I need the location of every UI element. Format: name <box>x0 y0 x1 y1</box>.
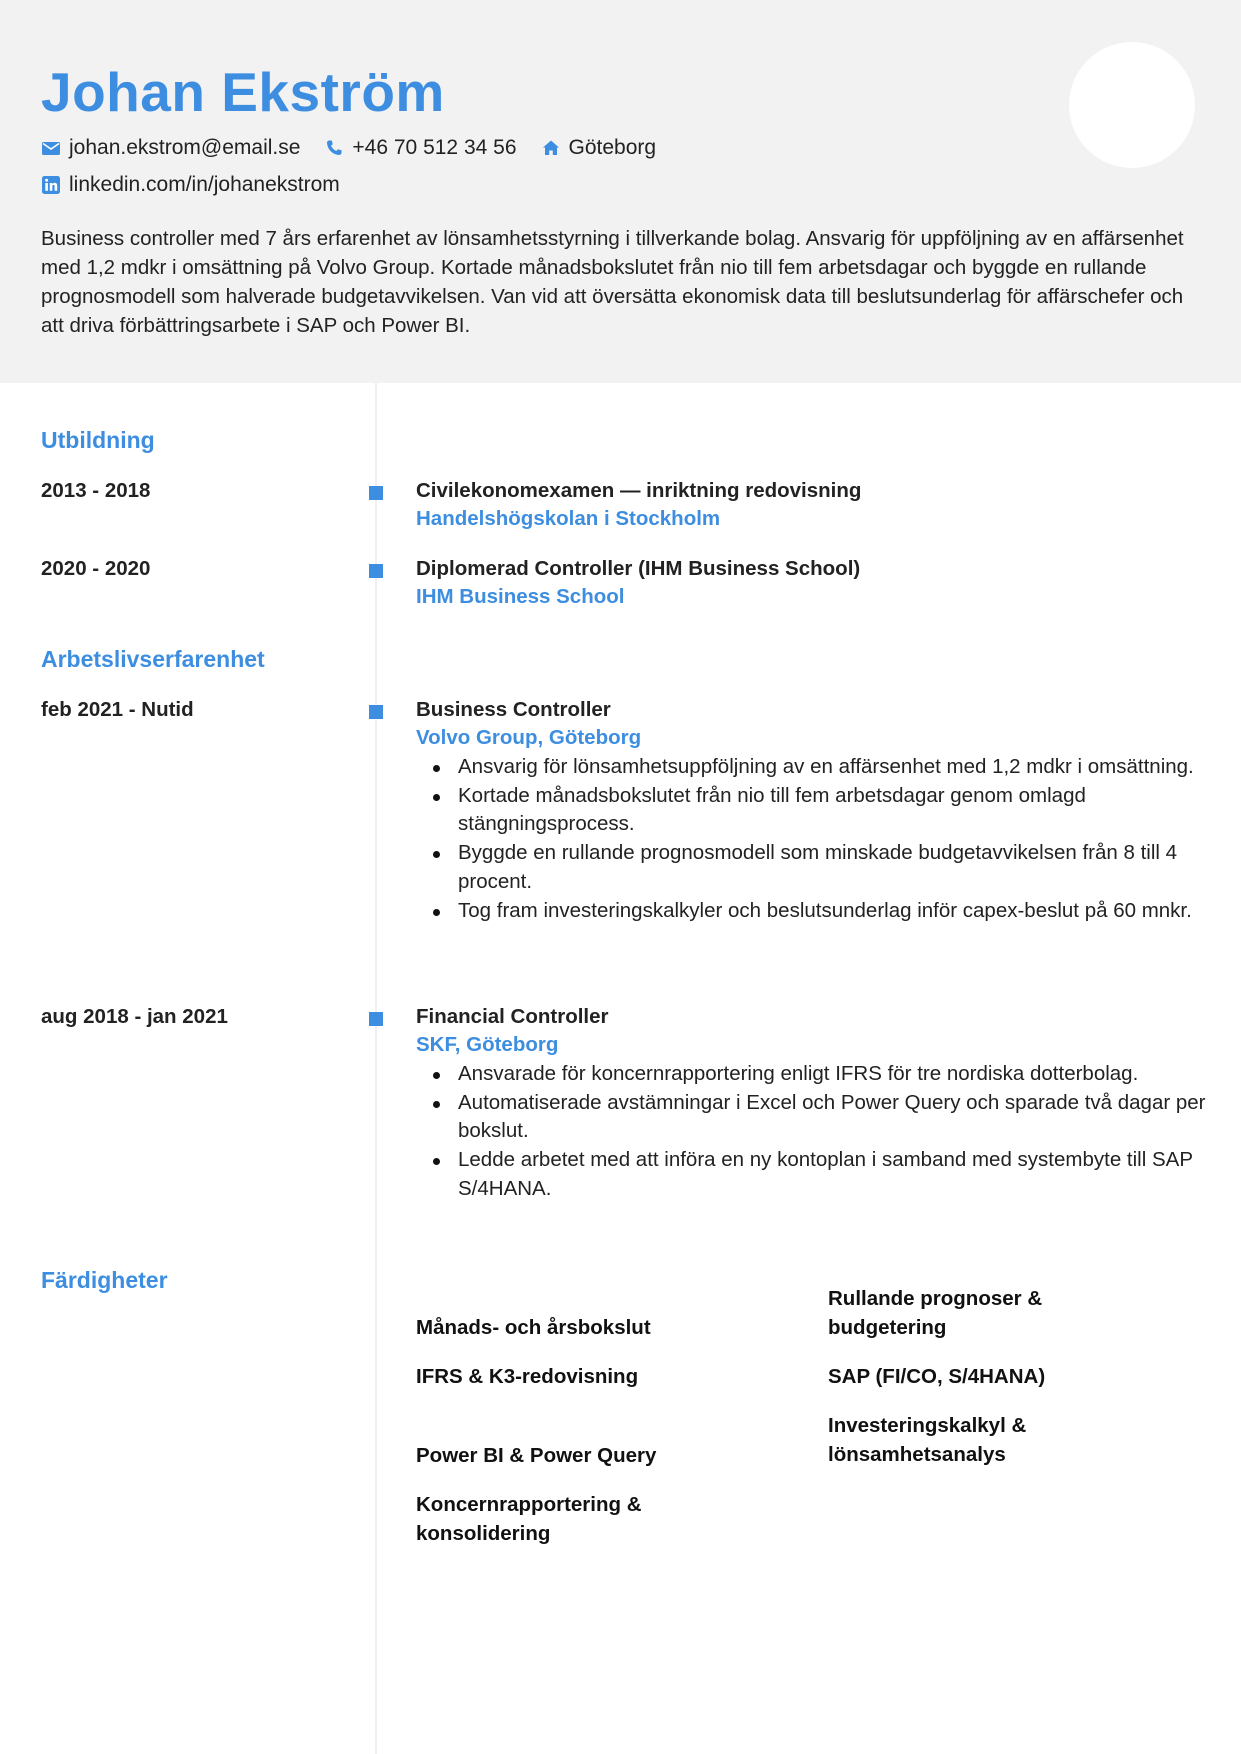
experience-entry <box>416 1003 1206 1204</box>
contact-phone[interactable] <box>324 136 516 160</box>
profile-photo-placeholder <box>1069 42 1195 168</box>
header <box>0 0 1241 383</box>
phone-text: +46 70 512 34 56 <box>352 136 517 159</box>
timeline-marker <box>369 1012 383 1026</box>
skill-item: Investeringskalkyl & lönsamhetsanalys <box>828 1414 1027 1466</box>
list-item: Ansvarig för lönsamhetsuppföljning av en affärsenhet med 1,2 mdkr i omsättning. <box>416 753 1206 782</box>
list-item: Ledde arbetet med att införa en ny kontoplan i samband med systembyte till SAP S/4HANA. <box>416 1146 1206 1203</box>
skill-item: Koncernrapportering & konsolidering <box>416 1493 642 1545</box>
list-item: Kortade månadsbokslutet från nio till fem arbetsdagar genom omlagd stängningsprocess. <box>416 782 1206 839</box>
timeline-marker <box>369 564 383 578</box>
skill-item: Power BI & Power Query <box>416 1444 657 1467</box>
skill-item: SAP (FI/CO, S/4HANA) <box>828 1365 1046 1388</box>
timeline-marker <box>369 705 383 719</box>
experience-date: feb 2021 - Nutid <box>41 698 194 721</box>
linkedin-icon <box>41 175 61 195</box>
list-item: Ansvarade för koncernrapportering enligt IFRS för tre nordiska dotterbolag. <box>416 1060 1206 1089</box>
job-bullets <box>416 753 1206 925</box>
city-text: Göteborg <box>568 136 657 159</box>
phone-icon <box>324 138 344 158</box>
mail-icon <box>41 138 61 158</box>
experience-entry <box>416 696 1206 925</box>
timeline-divider <box>375 383 377 1754</box>
contact-linkedin[interactable] <box>41 173 340 197</box>
job-title: Financial Controller <box>416 1005 609 1028</box>
skill-item: Månads- och årsbokslut <box>416 1316 651 1339</box>
section-heading-education: Utbildning <box>41 427 155 453</box>
timeline-marker <box>369 486 383 500</box>
email-text: johan.ekstrom@email.se <box>69 136 301 159</box>
education-school: Handelshögskolan i Stockholm <box>416 507 721 530</box>
education-school: IHM Business School <box>416 585 625 608</box>
linkedin-text: linkedin.com/in/johanekstrom <box>69 173 340 196</box>
contact-row <box>41 134 680 162</box>
education-entry <box>416 555 1206 611</box>
experience-date: aug 2018 - jan 2021 <box>41 1005 228 1028</box>
section-heading-skills: Färdigheter <box>41 1267 168 1293</box>
education-entry <box>416 477 1206 533</box>
contact-city <box>541 136 657 160</box>
job-title: Business Controller <box>416 698 611 721</box>
list-item: Byggde en rullande prognosmodell som minskade budgetavvikelsen från 8 till 4 procent. <box>416 839 1206 896</box>
profile-summary: Business controller med 7 års erfarenhet av lönsamhetsstyrning i tillverkande bolag. Ansvarig för uppföljning av en affärsenhet med 1,2 mdkr i omsättning på Volvo Group. Kortade månadsbokslutet från nio till fem arbetsdagar och byggde en rullande prognosmodell som halverade budgetavvikelsen. Van vid att översätta ekonomisk data till beslutsunderlag för affärschefer och att driva förbättringsarbete i SAP och Power BI. <box>41 227 1184 337</box>
person-name: Johan Ekström <box>41 61 445 123</box>
education-date: 2020 - 2020 <box>41 557 151 580</box>
education-date: 2013 - 2018 <box>41 479 151 502</box>
education-degree: Civilekonomexamen — inriktning redovisning <box>416 479 862 502</box>
contact-row-linkedin <box>41 171 364 199</box>
section-heading-experience: Arbetslivserfarenhet <box>41 646 265 672</box>
job-company: Volvo Group, Göteborg <box>416 726 642 749</box>
contact-email[interactable] <box>41 136 300 160</box>
job-company: SKF, Göteborg <box>416 1033 559 1056</box>
job-bullets <box>416 1060 1206 1204</box>
home-icon <box>541 138 561 158</box>
skill-item: IFRS & K3-redovisning <box>416 1365 639 1388</box>
skill-item: Rullande prognoser & budgetering <box>828 1287 1043 1339</box>
education-degree: Diplomerad Controller (IHM Business School) <box>416 557 861 580</box>
list-item: Automatiserade avstämningar i Excel och Power Query och sparade två dagar per bokslut. <box>416 1089 1206 1146</box>
list-item: Tog fram investeringskalkyler och beslutsunderlag inför capex-beslut på 60 mnkr. <box>416 897 1206 926</box>
